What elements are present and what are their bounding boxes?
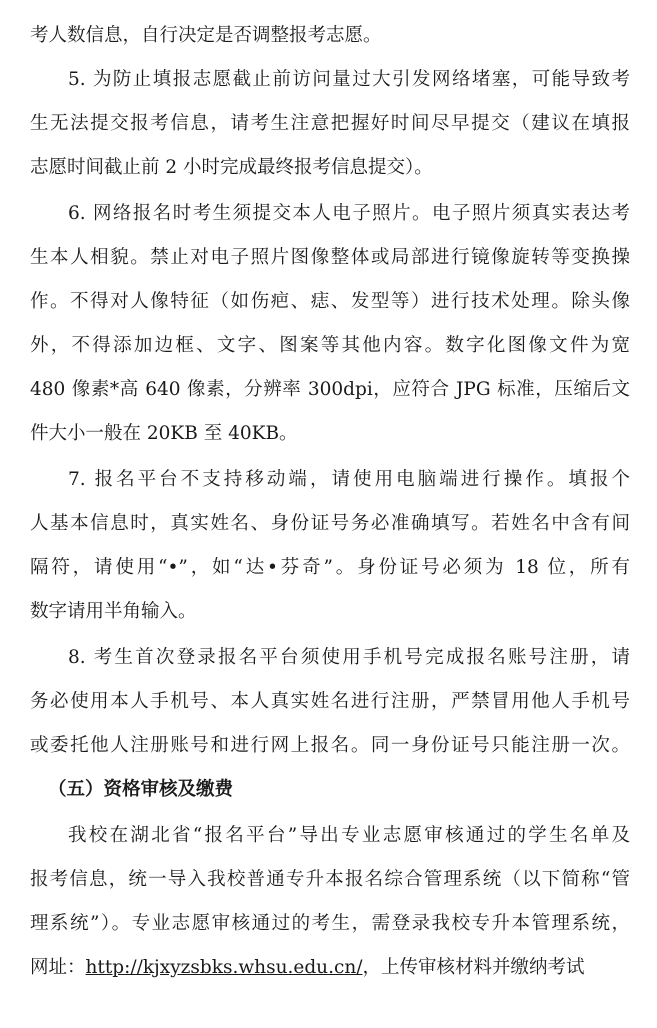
paragraph-line: 报考信息，统一导入我校普通专升本报名综合管理系统（以下简称“管 — [30, 869, 630, 890]
paragraph-line: 8. 考生首次登录报名平台须使用手机号完成报名账号注册，请 — [68, 647, 630, 668]
paragraph-line: 志愿时间截止前 2 小时完成最终报考信息提交）。 — [30, 157, 433, 178]
paragraph-line: 隔符，请使用“•”，如“达•芬奇”。身份证号必须为 18 位，所有 — [30, 557, 630, 578]
paragraph-line: 理系统”）。专业志愿审核通过的考生，需登录我校专升本管理系统， — [30, 913, 630, 934]
paragraph-line: 人基本信息时，真实姓名、身份证号务必准确填写。若姓名中含有间 — [30, 513, 630, 534]
paragraph-line: 件大小一般在 20KB 至 40KB。 — [30, 423, 298, 444]
paragraph-line: 生无法提交报考信息，请考生注意把握好时间尽早提交（建议在填报 — [30, 113, 630, 134]
paragraph-line: 480 像素*高 640 像素，分辨率 300dpi，应符合 JPG 标准，压缩后文 — [30, 379, 630, 400]
paragraph-text: ，上传审核材料并缴纳考试 — [362, 957, 585, 978]
section-heading: （五）资格审核及缴费 — [48, 779, 234, 800]
url-label: 网址： — [30, 957, 86, 978]
paragraph-line: 或委托他人注册账号和进行网上报名。同一身份证号只能注册一次。 — [30, 735, 630, 756]
paragraph-line: 5. 为防止填报志愿截止前访问量过大引发网络堵塞，可能导致考 — [68, 69, 630, 90]
website-link[interactable]: http://kjxyzsbks.whsu.edu.cn/ — [85, 957, 363, 978]
paragraph-line: 考人数信息，自行决定是否调整报考志愿。 — [30, 25, 382, 46]
paragraph-line: 生本人相貌。禁止对电子照片图像整体或局部进行镜像旋转等变换操 — [30, 247, 630, 268]
paragraph-line: 外，不得添加边框、文字、图案等其他内容。数字化图像文件为宽 — [30, 335, 630, 356]
paragraph-line: 务必使用本人手机号、本人真实姓名进行注册，严禁冒用他人手机号 — [30, 691, 630, 712]
paragraph-line — [30, 950, 630, 986]
paragraph-line: 作。不得对人像特征（如伤疤、痣、发型等）进行技术处理。除头像 — [30, 291, 630, 312]
paragraph-line: 7. 报名平台不支持移动端，请使用电脑端进行操作。填报个 — [68, 469, 630, 490]
paragraph-line: 我校在湖北省“报名平台”导出专业志愿审核通过的学生名单及 — [68, 825, 630, 846]
paragraph-line: 数字请用半角输入。 — [30, 601, 197, 622]
paragraph-line: 6. 网络报名时考生须提交本人电子照片。电子照片须真实表达考 — [68, 203, 630, 224]
